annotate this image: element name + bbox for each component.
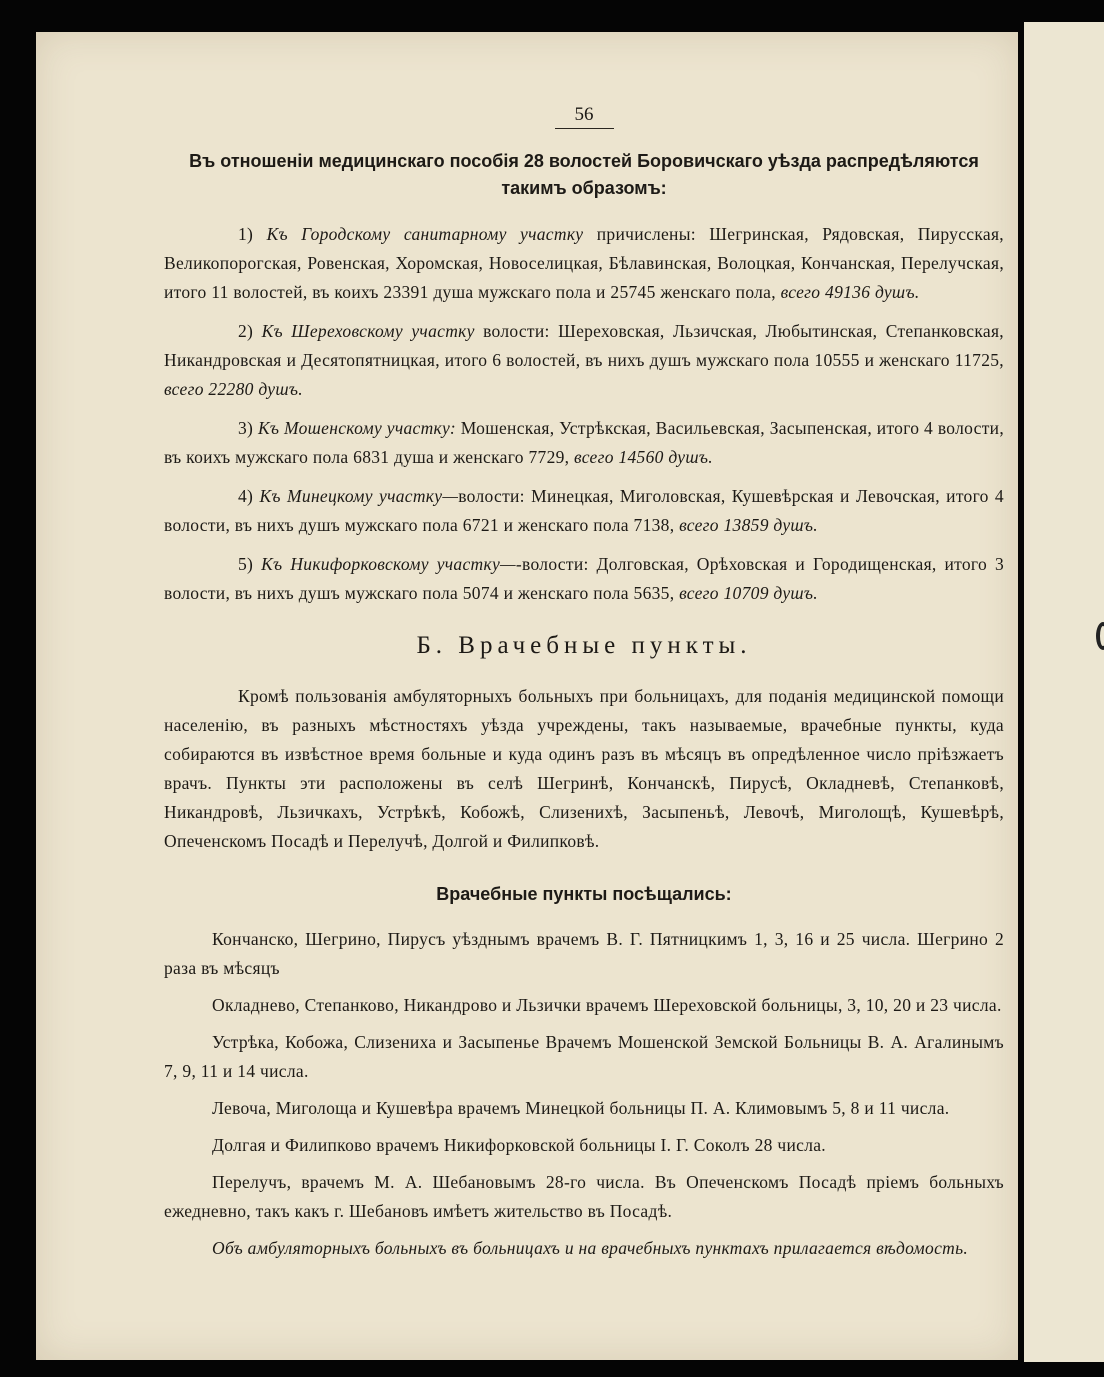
district-name: Къ Городскому санитарному участку xyxy=(266,224,584,244)
district-name: Къ Шереховскому участку xyxy=(261,321,475,341)
closing-note: Объ амбуляторныхъ больныхъ въ больницахъ и на врачебныхъ пунктахъ прилагается вѣдомость. xyxy=(212,1238,969,1258)
visit-paragraph: Кончанско, Шегрино, Пирусъ уѣзднымъ врачемъ В. Г. Пятницкимъ 1, 3, 16 и 25 числа. Шегрино 2 раза въ мѣсяцъ xyxy=(164,929,1004,978)
district-paragraph: 3) Къ Мошенскому участку: Мошенская, Устрѣкская, Васильевская, Засыпенская, итого 4 волости, въ коихъ мужскаго пола 6831 душа и женскаго 7729, всего 14560 душъ. xyxy=(164,418,1004,467)
visit-paragraph: Окладнево, Степанково, Никандрово и Льзички врачемъ Шереховской больницы, 3, 10, 20 и 23 числа. xyxy=(212,995,1002,1015)
visit-paragraph: Левоча, Миголоща и Кушевѣра врачемъ Минецкой больницы П. А. Климовымъ 5, 8 и 11 числа. xyxy=(212,1098,950,1118)
visit-paragraph: Устрѣка, Кобожа, Слизениха и Засыпенье Врачемъ Мошенской Земской Больницы В. А. Агалинымъ 7, 9, 11 и 14 числа. xyxy=(164,1032,1004,1081)
district-paragraph: 1) Къ Городскому санитарному участку причислены: Шегринская, Рядовская, Пирусская, Великопорогская, Ровенская, Хоромская, Новоселицкая, Бѣлавинская, Волоцкая, Кончанская, Перелучская, итого 11 волостей, въ коихъ 23391 душа мужскаго пола и 25745 женскаго пола, всего 49136 душъ. xyxy=(164,224,1004,302)
district-total: всего 14560 душъ. xyxy=(574,447,713,467)
page-content xyxy=(164,102,1004,1263)
visit-paragraph: Долгая и Филипково врачемъ Никифорковской больницы І. Г. Соколъ 28 числа. xyxy=(212,1135,826,1155)
district-name: Къ Никифорковскому участку— xyxy=(261,554,516,574)
section-paragraph: Кромѣ пользованія амбуляторныхъ больныхъ при больницахъ, для поданія медицинской помощи населенію, въ разныхъ мѣстностяхъ уѣзда учреждены, такъ называемые, врачебные пункты, куда собираются въ извѣстное время больные и куда одинъ разъ въ мѣсяцъ въ опредѣленное число пріѣзжаетъ врачъ. Пункты эти расположены въ селѣ Шегринѣ, Кончанскѣ, Пирусѣ, Окладневѣ, Степанковѣ, Никандровѣ, Льзичкахъ, Устрѣкѣ, Кобожѣ, Слизенихѣ, Засыпеньѣ, Левочѣ, Миголощѣ, Кушевѣрѣ, Опеченскомъ Посадѣ и Перелучѣ, Долгой и Филипковѣ. xyxy=(164,686,1004,851)
district-paragraph: 5) Къ Никифорковскому участку—-волости: Долговская, Орѣховская и Городищенская, итого 3 волости, въ нихъ душъ мужскаго пола 5074 и женскаго пола 5635, всего 10709 душъ. xyxy=(164,554,1004,603)
district-paragraph: 2) Къ Шереховскому участку волости: Шереховская, Льзичская, Любытинская, Степанковская, Никандровская и Десятопятницкая, итого 6 волостей, въ нихъ душъ мужскаго пола 10555 и женскаго 11725, всего 22280 душъ. xyxy=(164,321,1004,399)
district-name: Къ Мошенскому участку: xyxy=(257,418,456,438)
subheading: Врачебные пункты посѣщались: xyxy=(436,884,732,904)
district-total: всего 10709 душъ. xyxy=(679,583,818,603)
adjacent-page-edge xyxy=(1024,22,1104,1362)
district-total: всего 22280 душъ. xyxy=(164,379,303,399)
section-title: Б. Врачебные пункты. xyxy=(416,632,752,659)
page-number: 56 xyxy=(164,102,1004,132)
intro-heading: Въ отношеніи медицинскаго пособія 28 волостей Боровичскаго уѣзда распредѣляются такимъ образомъ: xyxy=(189,151,979,198)
visit-paragraph: Перелучъ, врачемъ М. А. Шебановымъ 28-го числа. Въ Опеченскомъ Посадѣ пріемъ больныхъ ежедневно, такъ какъ г. Шебановъ имѣетъ жительство въ Посадѣ. xyxy=(164,1172,1004,1221)
adjacent-page-mark xyxy=(1096,622,1104,650)
document-page xyxy=(36,32,1018,1360)
district-paragraph: 4) Къ Минецкому участку—волости: Минецкая, Миголовская, Кушевѣрская и Левочская, итого 4 волости, въ нихъ душъ мужскаго пола 6721 и женскаго пола 7138, всего 13859 душъ. xyxy=(164,486,1004,535)
district-total: всего 49136 душъ. xyxy=(780,282,920,302)
district-total: всего 13859 душъ. xyxy=(679,515,818,535)
district-name: Къ Минецкому участку— xyxy=(259,486,459,506)
